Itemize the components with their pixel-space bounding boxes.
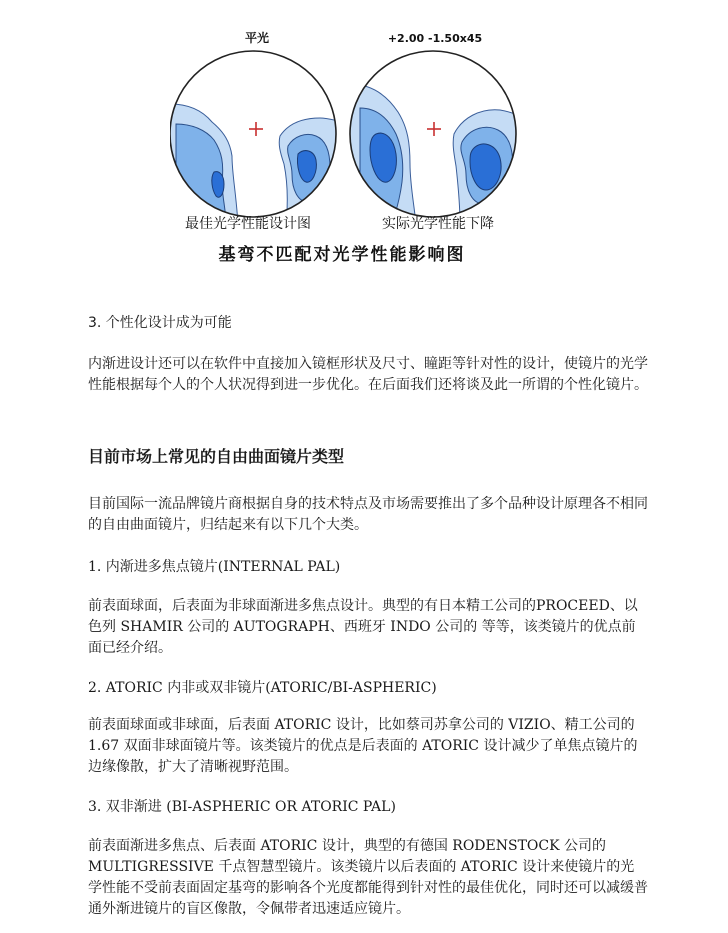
figure-main-caption: 基弯不匹配对光学性能影响图 <box>218 245 466 265</box>
lens-comparison-figure <box>170 22 530 272</box>
right-lens-caption: 实际光学性能下降 <box>382 216 494 232</box>
section-3-heading: 3. 个性化设计成为可能 <box>88 315 232 331</box>
type-3-heading: 3. 双非渐进 (BI-ASPHERIC OR ATORIC PAL) <box>88 799 396 815</box>
main-heading: 目前市场上常见的自由曲面镜片类型 <box>88 447 345 466</box>
type-3-body: 前表面渐进多焦点、后表面 ATORIC 设计，典型的有德国 RODENSTOCK 公司的MULTIGRESSIVE 千点智慧型镜片。该类镜片以后表面的 ATORIC 设计来使镜片的光学性能不受前表面固定基弯的影响各个光度都能得到针对性的最佳优化，同时还可以减缓普通外渐进镜片的盲区像散，令佩带者迅速适应镜片。 <box>88 838 648 917</box>
type-1-body: 前表面球面，后表面为非球面渐进多焦点设计。典型的有日本精工公司的PROCEED、以色列 SHAMIR 公司的 AUTOGRAPH、西班牙 INDO 公司的 等等，该类镜片的优点前面已经介绍。 <box>88 598 638 656</box>
left-lens <box>170 104 350 224</box>
right-lens <box>350 84 530 224</box>
lens-figure-svg <box>170 22 530 272</box>
section-3-body: 内渐进设计还可以在软件中直接加入镜框形状及尺寸、瞳距等针对性的设计，使镜片的光学性能根据每个人的个人状况得到进一步优化。在后面我们还将谈及此一所谓的个性化镜片。 <box>88 356 648 393</box>
intro-body: 目前国际一流品牌镜片商根据自身的技术特点及市场需要推出了多个品种设计原理各不相同的自由曲面镜片，归结起来有以下几个大类。 <box>88 496 648 533</box>
type-1-heading: 1. 内渐进多焦点镜片(INTERNAL PAL) <box>88 559 341 575</box>
type-2-body: 前表面球面或非球面，后表面 ATORIC 设计，比如蔡司苏拿公司的 VIZIO、精工公司的 1.67 双面非球面镜片等。该类镜片的优点是后表面的 ATORIC 设计减少了单焦点镜片的边缘像散，扩大了清晰视野范围。 <box>88 717 638 775</box>
right-lens-title: +2.00 -1.50x45 <box>387 32 483 45</box>
left-lens-title: 平光 <box>244 31 270 45</box>
right-cross-icon <box>427 122 441 136</box>
left-lens-caption: 最佳光学性能设计图 <box>185 216 311 232</box>
type-2-heading: 2. ATORIC 内非或双非镜片(ATORIC/BI-ASPHERIC) <box>88 680 437 696</box>
left-cross-icon <box>249 122 263 136</box>
